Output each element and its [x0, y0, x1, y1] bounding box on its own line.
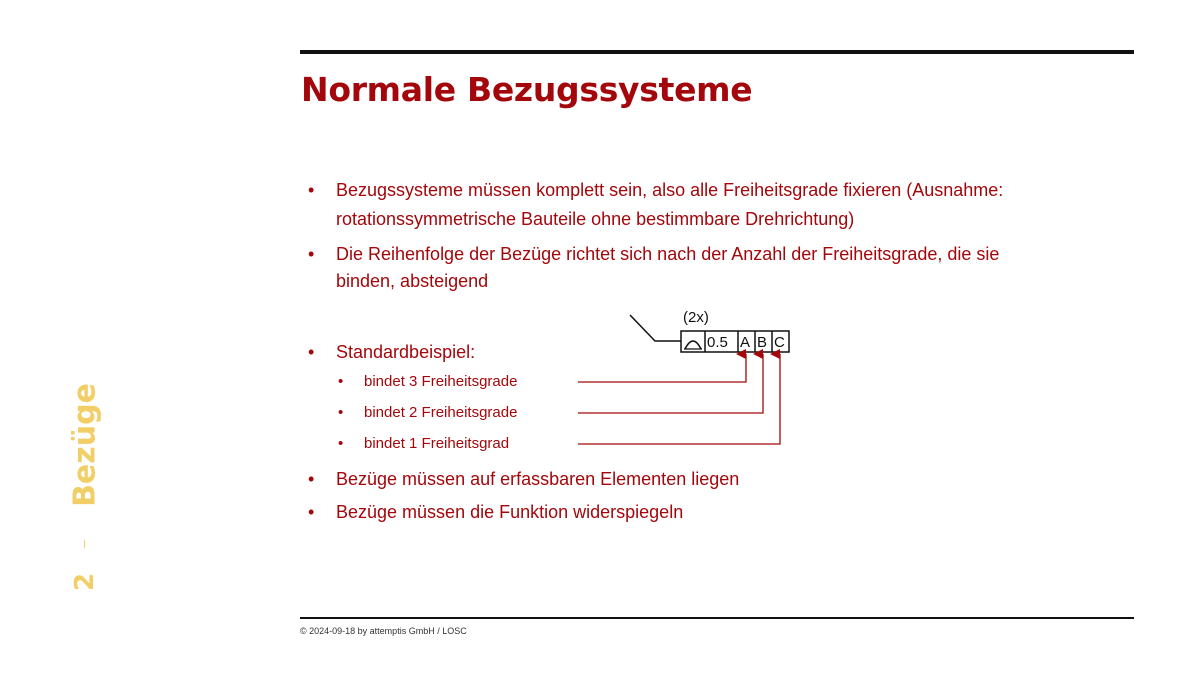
section-label: Bezüge — [67, 383, 103, 507]
datum-c: C — [774, 334, 785, 351]
bullet-text: rotationssymmetrische Bauteile ohne bestimmbare Drehrichtung) — [336, 209, 855, 229]
bullet-text: Standardbeispiel: — [336, 342, 476, 362]
bullet-dot: • — [308, 502, 315, 522]
bullet-text: Bezüge müssen auf erfassbaren Elementen liegen — [336, 469, 740, 489]
datum-b: B — [757, 334, 768, 351]
bullet-text: Bezugssysteme müssen komplett sein, also alle Freiheitsgrade fixieren (Ausnahme: — [336, 180, 1004, 200]
bullet-dot: • — [308, 244, 315, 264]
leader-line — [630, 315, 681, 341]
page-title: Normale Bezugssysteme — [301, 70, 753, 109]
bullet-dot: • — [308, 180, 315, 200]
sub-bullet-text: bindet 1 Freiheitsgrad — [364, 435, 510, 452]
tolerance-value: 0.5 — [707, 334, 728, 351]
profile-of-surface-icon — [684, 341, 702, 349]
arrow-datum-a — [578, 354, 746, 382]
multiplier-label: (2x) — [683, 309, 709, 326]
bullet-text: Bezüge müssen die Funktion widerspiegeln — [336, 502, 684, 522]
arrow-datum-c — [578, 354, 780, 444]
bullet-dot: • — [338, 373, 344, 390]
bullet-dot: • — [308, 342, 315, 362]
footer-rule — [300, 617, 1134, 619]
bullet-text: binden, absteigend — [336, 271, 489, 291]
arrow-datum-b — [578, 354, 763, 413]
bullet-dot: • — [338, 404, 344, 421]
bullet-dot: • — [338, 435, 344, 452]
footer-copyright: © 2024-09-18 by attemptis GmbH / LOSC — [300, 626, 467, 636]
datum-a: A — [740, 334, 751, 351]
section-number: 2 — [70, 572, 100, 592]
bullet-dot: • — [308, 469, 315, 489]
sub-bullet-text: bindet 3 Freiheitsgrade — [364, 373, 518, 390]
sub-bullet-text: bindet 2 Freiheitsgrade — [364, 404, 518, 421]
bullet-text: Die Reihenfolge der Bezüge richtet sich nach der Anzahl der Freiheitsgrade, die sie — [336, 244, 1000, 264]
